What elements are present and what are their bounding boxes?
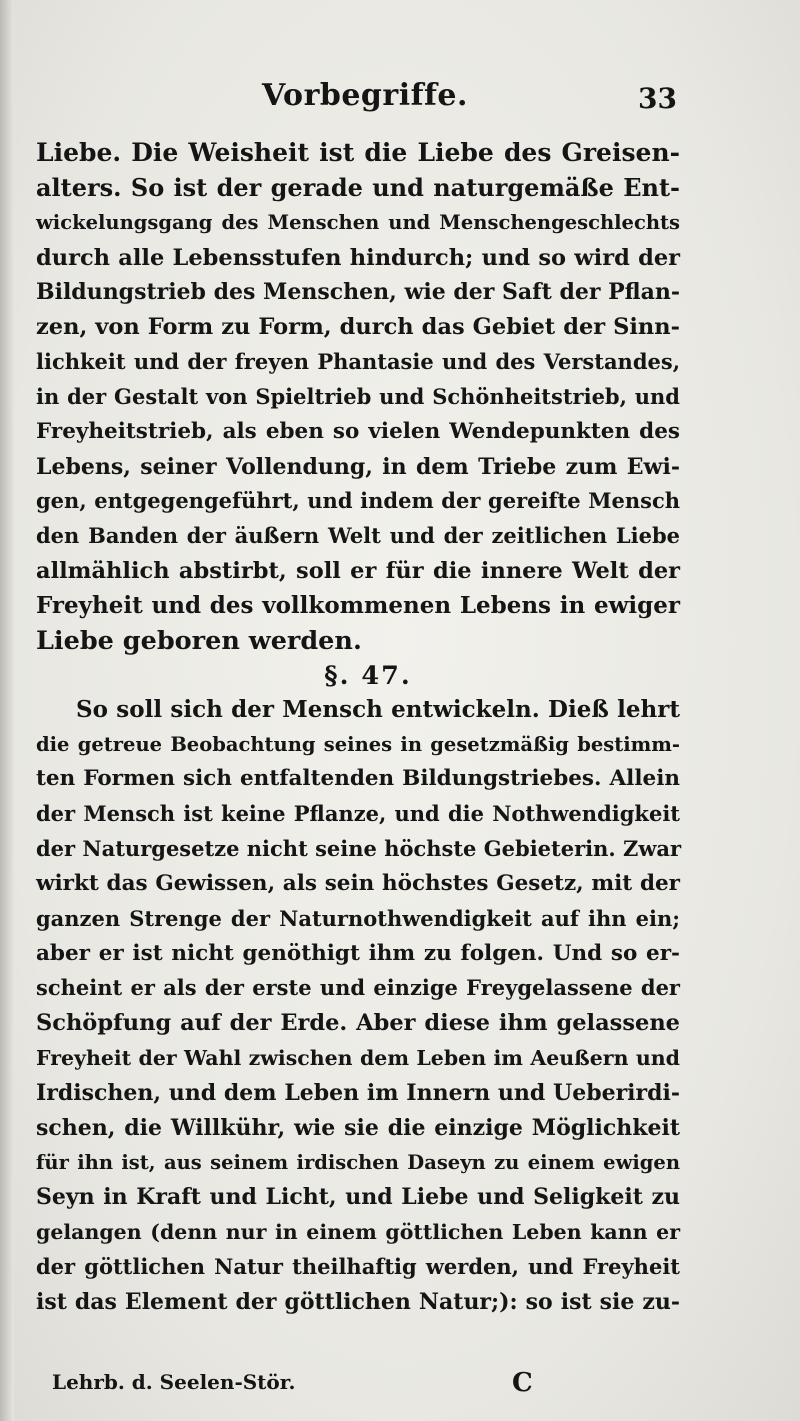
- signature-mark: C: [512, 1368, 533, 1398]
- body-text: [36, 136, 680, 1320]
- text-line: Irdischen, und dem Leben im Innern und Ueberirdi-: [36, 1079, 680, 1106]
- signature-title: Lehrb. d. Seelen-Stör.: [52, 1370, 296, 1394]
- text-line: die getreue Beobachtung seines in gesetzmäßig bestimm-: [36, 732, 680, 756]
- text-line: Freyheitstrieb, als eben so vielen Wendepunkten des: [36, 418, 680, 444]
- paragraph-1: [36, 136, 680, 659]
- text-line: ten Formen sich entfaltenden Bildungstriebes. Allein: [36, 766, 680, 792]
- text-line: allmählich abstirbt, soll er für die innere Welt der: [36, 558, 680, 585]
- text-line: Freyheit der Wahl zwischen dem Leben im Aeußern und: [36, 1046, 680, 1071]
- printer-signature-line: [52, 1370, 692, 1402]
- text-line: aber er ist nicht genöthigt ihm zu folgen. Und so er-: [36, 940, 680, 966]
- text-line: ganzen Strenge der Naturnothwendigkeit auf ihn ein;: [36, 905, 680, 931]
- running-title: Vorbegriffe.: [262, 78, 468, 113]
- text-line: Schöpfung auf der Erde. Aber diese ihm gelassene: [36, 1010, 680, 1037]
- text-line: für ihn ist, aus seinem irdischen Daseyn zu einem ewigen: [36, 1150, 680, 1174]
- text-line: der göttlichen Natur theilhaftig werden, und Freyheit: [36, 1254, 680, 1280]
- text-line: So soll sich der Mensch entwickeln. Dieß lehrt: [76, 695, 680, 723]
- text-line: wickelungsgang des Menschen und Menschengeschlechts: [36, 210, 680, 234]
- text-line: der Naturgesetze nicht seine höchste Gebieterin. Zwar: [36, 836, 682, 862]
- text-line: scheint er als der erste und einzige Freygelassene der: [36, 975, 680, 1001]
- paragraph-2: [36, 693, 680, 1320]
- text-line: durch alle Lebensstufen hindurch; und so wird der: [36, 244, 680, 271]
- text-line: gelangen (denn nur in einem göttlichen Leben kann er: [36, 1220, 680, 1245]
- text-line: gen, entgegengeführt, und indem der gereifte Mensch: [36, 488, 680, 514]
- text-line: den Banden der äußern Welt und der zeitlichen Liebe: [36, 523, 680, 549]
- text-line: Lebens, seiner Vollendung, in dem Triebe zum Ewi-: [36, 453, 680, 480]
- text-line: Liebe geboren werden.: [36, 625, 362, 656]
- text-line: Bildungstrieb des Menschen, wie der Saft der Pflan-: [36, 279, 681, 306]
- text-line: ist das Element der göttlichen Natur;): so ist sie zu-: [36, 1289, 680, 1315]
- page-gutter-shadow: [0, 0, 14, 1421]
- text-line: der Mensch ist keine Pflanze, und die Nothwendigkeit: [36, 801, 680, 827]
- running-head: [0, 78, 800, 118]
- text-line: in der Gestalt von Spieltrieb und Schönheitstrieb, und: [36, 383, 680, 409]
- text-line: lichkeit und der freyen Phantasie und des Verstandes,: [36, 349, 680, 375]
- page-number: 33: [638, 82, 677, 115]
- text-line: alters. So ist der gerade und naturgemäße Ent-: [36, 172, 680, 202]
- text-line: Seyn in Kraft und Licht, und Liebe und Seligkeit zu: [36, 1184, 680, 1211]
- text-line: Freyheit und des vollkommenen Lebens in ewiger: [36, 591, 680, 619]
- text-line: Liebe. Die Weisheit ist die Liebe des Greisen-: [36, 138, 680, 167]
- section-heading: §. 47.: [324, 660, 412, 691]
- text-line: schen, die Willkühr, wie sie die einzige Möglichkeit: [36, 1114, 680, 1141]
- text-line: wirkt das Gewissen, als sein höchstes Gesetz, mit der: [36, 870, 680, 896]
- text-line: zen, von Form zu Form, durch das Gebiet der Sinn-: [36, 314, 680, 341]
